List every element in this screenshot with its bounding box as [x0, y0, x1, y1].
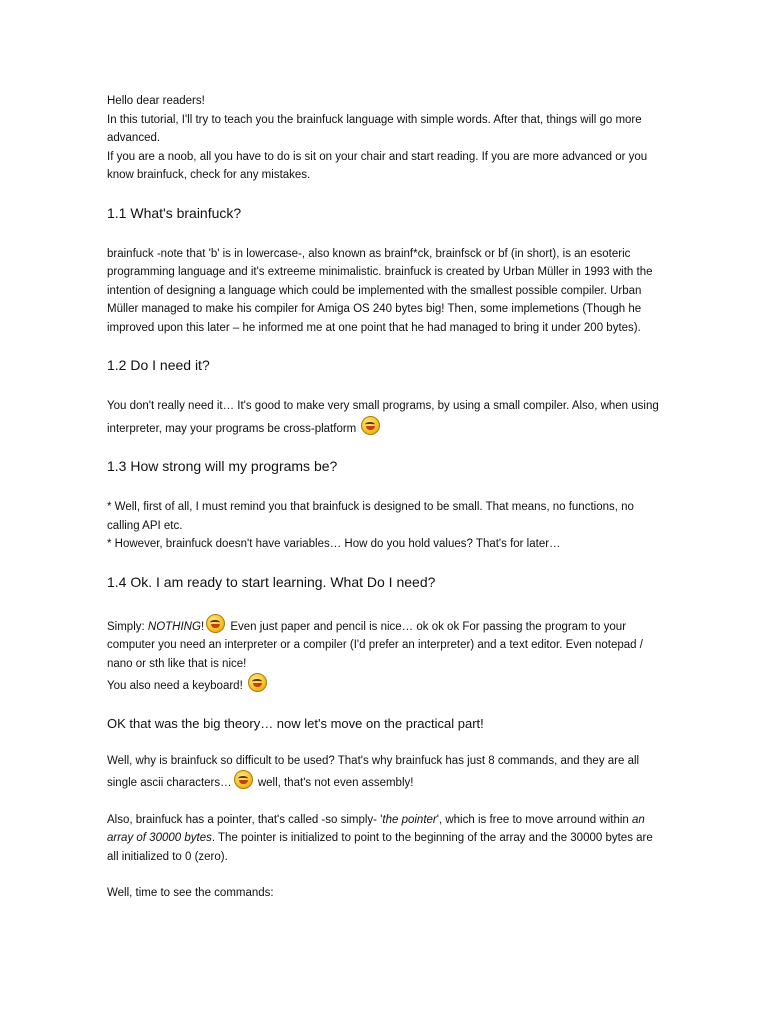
section-1-4-body: [107, 614, 667, 696]
intro-block: [107, 92, 667, 185]
heading-1-4: 1.4 Ok. I am ready to start learning. What Do I need?: [107, 573, 436, 590]
commands-part-2: well, that's not even assembly!: [257, 777, 414, 789]
pointer-part-3: . The pointer is initialized to point to the beginning of the array and the 30000 bytes are all initialized to 0 (zero).: [107, 832, 653, 863]
array-text: an array of 30000 bytes: [107, 813, 645, 844]
commands-para: [107, 752, 667, 793]
simply-label: Simply:: [107, 620, 148, 633]
nothing-text: NOTHING: [147, 620, 201, 633]
excl-text: !: [200, 620, 205, 633]
document-content: [107, 92, 667, 903]
keyboard-line: [107, 673, 667, 696]
keyboard-text: You also need a keyboard!: [107, 680, 243, 692]
section-1-4-rest: Even just paper and pencil is nice… ok ok ok For passing the program to your computer you need an interpreter or a compiler (I'd prefer an interpreter) and a text editor. Even notepad / nano or sth like that is nice!: [107, 620, 643, 670]
heading-1-2: 1.2 Do I need it?: [107, 357, 210, 373]
section-1-2-body: [107, 397, 667, 438]
section-1-2-text: You don't really need it… It's good to make very small programs, by using a small compiler. Also, when using interpreter, may your programs be cross-platform: [107, 400, 659, 435]
section-1-4-para: [107, 614, 667, 674]
greeting: Hello dear readers!: [107, 95, 205, 107]
smiley-icon: [361, 416, 380, 435]
pointer-para: [107, 811, 667, 867]
pointer-part-2: ', which is free to move arround within: [436, 813, 632, 826]
intro-line-1: In this tutorial, I'll try to teach you the brainfuck language with simple words. After that, things will go more advanced.: [107, 113, 642, 144]
big-theory-line: OK that was the big theory… now let's move on the practical part!: [107, 715, 484, 731]
bullet-2: * However, brainfuck doesn't have variables… How do you hold values? That's for later…: [107, 538, 561, 550]
commands-part-1: Well, why is brainfuck so difficult to be used? That's why brainfuck has just 8 commands, and they are all single ascii characters…: [107, 754, 640, 789]
smiley-icon: [234, 770, 253, 789]
pointer-part-1: Also, brainfuck has a pointer, that's called -so simply- ': [107, 813, 383, 826]
heading-1-3: 1.3 How strong will my programs be?: [107, 458, 338, 474]
smiley-icon: [248, 673, 267, 692]
section-1-1-body: brainfuck -note that 'b' is in lowercase-, also known as brainf*ck, brainfsck or bf (in short), is an esoteric programming language and it's extreeme minimalistic. brainfuck is created by Urban Müller in 1993 with the intention of designing a language which could be implemented with the smallest possible compiler. Urban Müller managed to make his compiler for Amiga OS 240 bytes big! Then, some implemetions (Though he improved upon this later – he informed me at one point that he had managed to bring it under 200 bytes).: [107, 247, 653, 334]
bullet-1: * Well, first of all, I must remind you that brainfuck is designed to be small. That means, no functions, no calling API etc.: [107, 501, 634, 532]
smiley-icon: [206, 614, 225, 633]
the-pointer-text: the pointer: [382, 813, 437, 826]
section-1-3-body: [107, 498, 667, 554]
intro-line-2: If you are a noob, all you have to do is sit on your chair and start reading. If you are more advanced or you know brainfuck, check for any mistakes.: [107, 150, 648, 181]
closing-line: Well, time to see the commands:: [107, 887, 274, 899]
heading-1-1: 1.1 What's brainfuck?: [107, 204, 242, 221]
